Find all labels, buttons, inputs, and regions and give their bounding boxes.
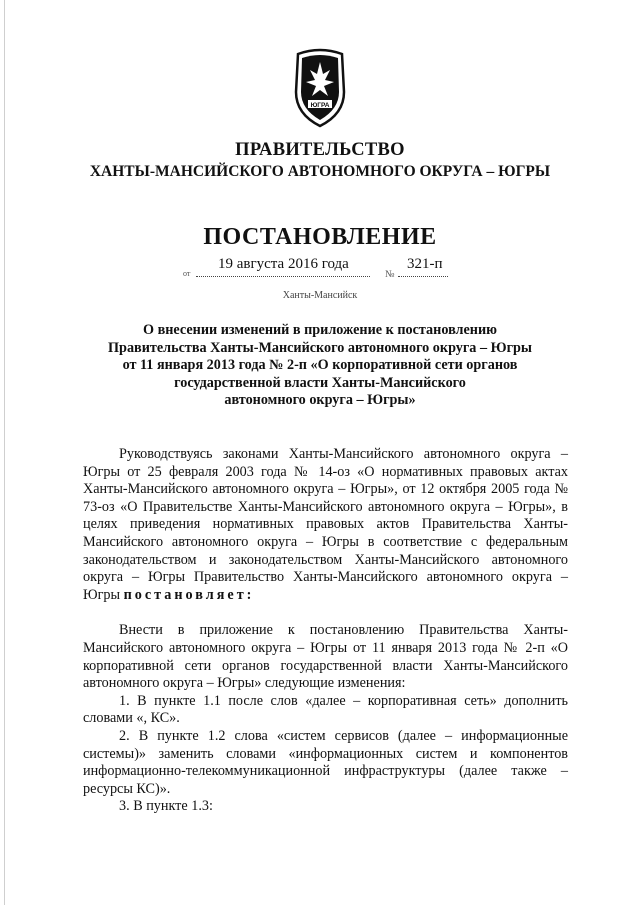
date-underline — [196, 276, 370, 277]
from-label: от — [183, 269, 191, 278]
subject-line: О внесении изменений в приложение к постановлению — [142, 322, 497, 338]
item-1: 1. В пункте 1.1 после слов «далее – корпоративная сеть» дополнить словами «, КС». — [83, 692, 568, 727]
decree-word: постановляет: — [123, 586, 255, 603]
subject-line: от 11 января 2013 года № 2-п «О корпоративной сети органов — [122, 357, 518, 374]
number-label: № — [385, 269, 395, 280]
preamble-paragraph — [83, 446, 568, 604]
scan-edge — [4, 0, 5, 905]
subject-line: государственной власти Ханты-Мансийского — [174, 374, 466, 391]
document-body — [83, 446, 568, 816]
coat-of-arms-icon — [290, 48, 350, 128]
item-3: 3. В пункте 1.3: — [119, 798, 213, 815]
document-number: 321-п — [407, 256, 443, 272]
document-meta — [0, 256, 640, 286]
item-2: 2. В пункте 1.2 слова «систем сервисов (далее – информационные системы)» заменить словами «информационных систем и компонентов информационно-телекоммуникационной инфраструктуры (далее также – ресурсы КС)». — [83, 727, 568, 797]
intro-paragraph: Внести в приложение к постановлению Правительства Ханты-Мансийского автономного округа – Югры от 11 января 2013 года № 2-п «О корпоративной сети органов государственной власти Ханты-Мансийского автономного округа – Югры» следующие изменения: — [83, 622, 568, 692]
region-title: ХАНТЫ-МАНСИЙСКОГО АВТОНОМНОГО ОКРУГА – ЮГРЫ — [89, 163, 551, 180]
document-subject — [90, 322, 550, 410]
document-date: 19 августа 2016 года — [218, 256, 349, 272]
subject-line: Правительства Ханты-Мансийского автономного округа – Югры — [108, 339, 532, 356]
preamble-text: Руководствуясь законами Ханты-Мансийского автономного округа – Югры от 25 февраля 2003 года № 14-оз «О нормативных правовых актах Ханты-Мансийского автономного округа – Югры», от 12 октября 2005 года № 73-оз «О Правительстве Ханты-Мансийского автономного округа – Югры», в целях приведения нормативных правовых актов Правительства Ханты-Мансийского автономного округа – Югры в соответствие с федеральным законодательством и законодательством Ханты-Мансийского автономного округа – Югры Правительство Ханты-Мансийского автономного округа – Югры — [83, 446, 568, 603]
government-title: ПРАВИТЕЛЬСТВО — [235, 140, 405, 160]
city: Ханты-Мансийск — [282, 290, 358, 301]
subject-line: автономного округа – Югры» — [224, 392, 416, 409]
document-type: ПОСТАНОВЛЕНИЕ — [203, 224, 437, 250]
number-underline — [398, 276, 448, 277]
emblem-text: ЮГРА — [310, 102, 330, 109]
